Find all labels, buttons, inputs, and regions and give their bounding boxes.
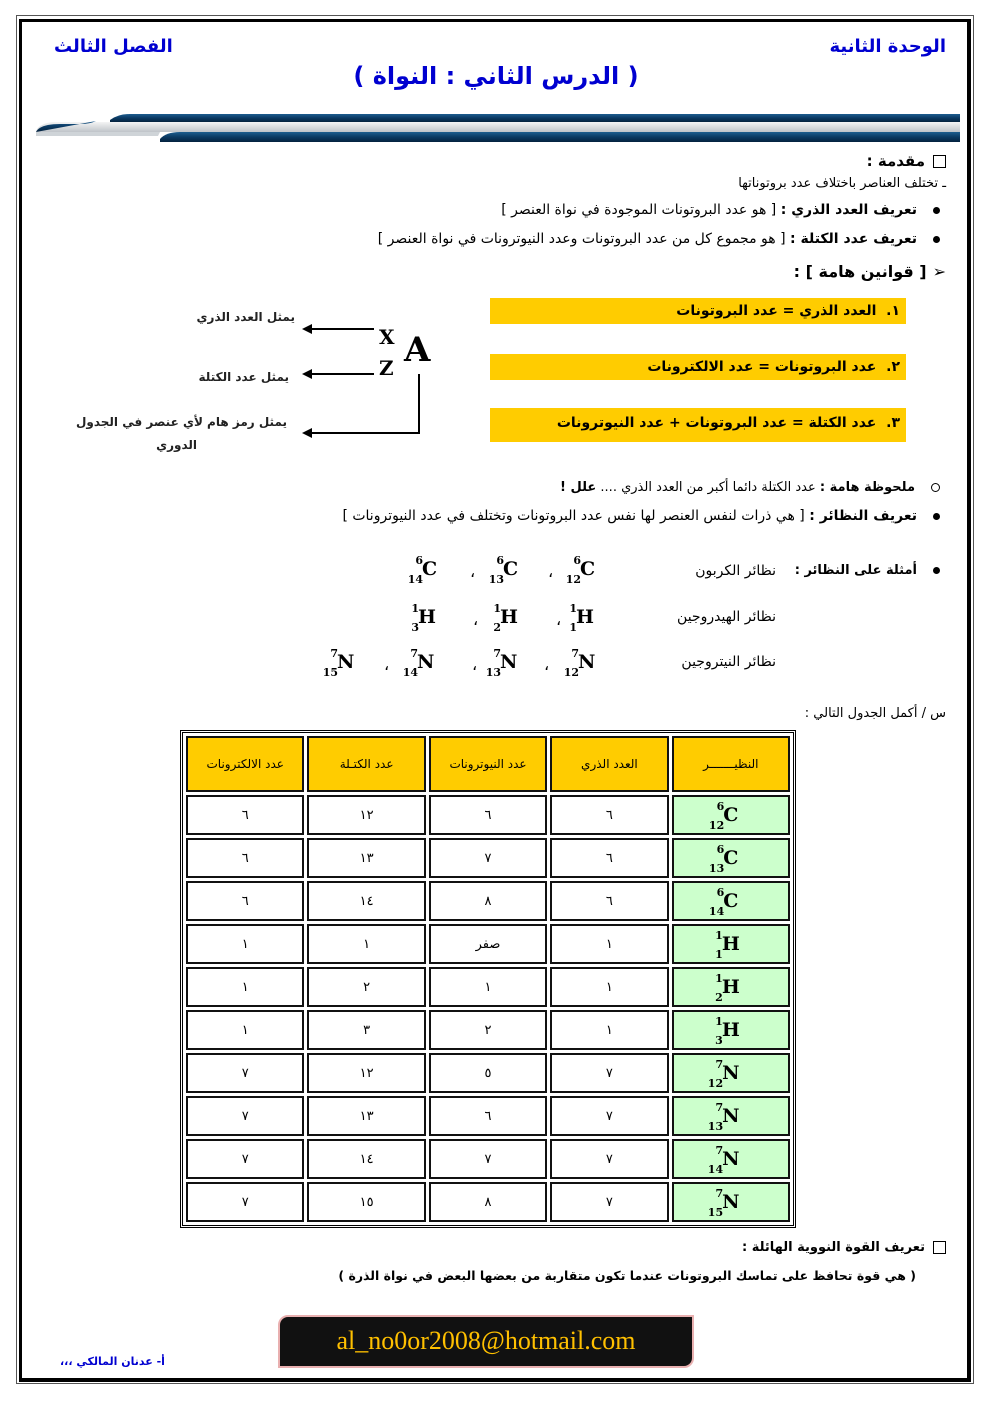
law-3: ٣. عدد الكتلة = عدد البروتونات + عدد النيوترونات [490, 408, 906, 442]
cell-isotope: 6 13 C [672, 838, 790, 878]
cell-isotope: 6 14 C [672, 881, 790, 921]
nuclear-force-definition: ( هي قوة تحافظ على تماسك البروتونات عندما تكون متقاربة من بعضها البعض في نواة الذرة ) [338, 1268, 916, 1283]
atomic-number-definition: تعريف العدد الذري : [ هو عدد البروتونات الموجودة في نواة العنصر ] [501, 202, 946, 218]
arrow-line [310, 328, 374, 330]
bullet-icon [933, 236, 940, 243]
table-row [186, 795, 790, 835]
isotope-h3: 1 3 H [411, 602, 436, 634]
isotope-n15: 7 15 N [322, 647, 355, 679]
header-neutrons: عدد النيوترونات [429, 736, 547, 792]
isotope-n14: 7 14 N [402, 647, 435, 679]
author-name: أ- عدنان المالكي ،،، [60, 1355, 165, 1368]
cell-electrons: ١ [186, 924, 304, 964]
cell-neutrons: ٨ [429, 1182, 547, 1222]
cell-isotope: 1 1 H [672, 924, 790, 964]
separator: ، [556, 610, 562, 629]
cell-atomic: ١ [550, 967, 668, 1007]
cell-mass: ١٤ [307, 881, 425, 921]
cell-mass: ٣ [307, 1010, 425, 1050]
cell-neutrons: ٧ [429, 838, 547, 878]
cell-electrons: ٧ [186, 1053, 304, 1093]
cell-atomic: ٧ [550, 1182, 668, 1222]
arrow-line [310, 373, 374, 375]
table-row [186, 967, 790, 1007]
isotope-h2: 1 2 H [493, 602, 518, 634]
header-banner-graphic [30, 112, 960, 144]
separator: ، [472, 655, 478, 674]
cell-isotope: 7 15 N [672, 1182, 790, 1222]
cell-atomic: ٦ [550, 881, 668, 921]
cell-mass: ١٢ [307, 795, 425, 835]
cell-mass: ١٣ [307, 838, 425, 878]
label-atomic-number: يمثل العدد الذري [196, 310, 295, 324]
mass-number-definition: تعريف عدد الكتلة : [ هو مجموع كل من عدد البروتونات وعدد النيوترونات في نواة العنصر ] [378, 231, 946, 247]
cell-neutrons: ٥ [429, 1053, 547, 1093]
table-row [186, 1010, 790, 1050]
cell-atomic: ٦ [550, 795, 668, 835]
arrow-left-icon [302, 428, 312, 438]
nuclear-force-heading: تعريف القوة النووية الهائلة : [742, 1240, 946, 1255]
cell-neutrons: صفر [429, 924, 547, 964]
law-2: ٢. عدد البروتونات = عدد الالكترونات [490, 354, 906, 380]
cell-neutrons: ٦ [429, 1096, 547, 1136]
bullet-icon [933, 513, 940, 520]
cell-mass: ١٢ [307, 1053, 425, 1093]
isotope-table [180, 730, 796, 1228]
arrow-line [310, 432, 420, 434]
cell-electrons: ١ [186, 1010, 304, 1050]
table-row [186, 1139, 790, 1179]
header-isotope: النظيـــــــر [672, 736, 790, 792]
label-element-symbol-cont: الدوري [156, 438, 197, 452]
important-note: ملحوظة هامة : عدد الكتلة دائما أكبر من العدد الذري .... علل ! [560, 480, 946, 495]
cell-neutrons: ٦ [429, 795, 547, 835]
cell-atomic: ٦ [550, 838, 668, 878]
cell-electrons: ٧ [186, 1139, 304, 1179]
hydrogen-isotopes-label: نظائر الهيدروجين [677, 609, 776, 625]
cell-isotope: 7 14 N [672, 1139, 790, 1179]
connector-line [418, 374, 420, 434]
intro-text: ـ تختلف العناصر باختلاف عدد بروتوناتها [738, 176, 946, 191]
email-contact: al_no0or2008@hotmail.com [278, 1315, 694, 1368]
cell-electrons: ٦ [186, 795, 304, 835]
separator: ، [548, 562, 554, 581]
examples-label: أمثلة على النظائر : [795, 563, 946, 578]
separator: ، [473, 610, 479, 629]
cell-electrons: ٧ [186, 1096, 304, 1136]
cell-neutrons: ٧ [429, 1139, 547, 1179]
chapter-title: الفصل الثالث [54, 36, 173, 57]
table-row [186, 1053, 790, 1093]
unit-title: الوحدة الثانية [829, 36, 946, 57]
cell-mass: ١٤ [307, 1139, 425, 1179]
arrow-left-icon [302, 369, 312, 379]
checkbox-icon [933, 155, 946, 168]
cell-isotope: 7 13 N [672, 1096, 790, 1136]
intro-heading: مقدمة : [867, 152, 946, 170]
diagram-upper-letter: X [379, 325, 395, 349]
lesson-title: ( الدرس الثاني : النواة ) [353, 62, 639, 90]
bullet-icon [933, 207, 940, 214]
table-question: س / أكمل الجدول التالي : [804, 706, 946, 721]
cell-mass: ١٥ [307, 1182, 425, 1222]
hollow-bullet-icon [931, 483, 940, 492]
table-header-row [186, 736, 790, 792]
cell-electrons: ٧ [186, 1182, 304, 1222]
cell-neutrons: ٢ [429, 1010, 547, 1050]
isotope-c13: 6 13 C [488, 554, 519, 586]
table-row [186, 924, 790, 964]
arrow-left-icon [302, 324, 312, 334]
header-mass-number: عدد الكتـلة [307, 736, 425, 792]
cell-mass: ١٣ [307, 1096, 425, 1136]
isotope-h1: 1 1 H [569, 602, 594, 634]
cell-isotope: 1 2 H [672, 967, 790, 1007]
cell-atomic: ٧ [550, 1053, 668, 1093]
separator: ، [544, 655, 550, 674]
header-electrons: عدد الالكترونات [186, 736, 304, 792]
checkbox-icon [933, 1241, 946, 1254]
cell-atomic: ١ [550, 1010, 668, 1050]
label-mass-number: يمثل عدد الكتلة [198, 370, 289, 384]
cell-electrons: ١ [186, 967, 304, 1007]
isotope-n13: 7 13 N [485, 647, 518, 679]
separator: ، [470, 562, 476, 581]
bullet-icon [933, 567, 940, 574]
cell-atomic: ١ [550, 924, 668, 964]
table-row [186, 881, 790, 921]
cell-mass: ٢ [307, 967, 425, 1007]
diagram-symbol: A [404, 330, 431, 370]
isotope-n12: 7 12 N [563, 647, 596, 679]
cell-neutrons: ١ [429, 967, 547, 1007]
table-row [186, 1096, 790, 1136]
cell-electrons: ٦ [186, 838, 304, 878]
cell-atomic: ٧ [550, 1139, 668, 1179]
cell-isotope: 1 3 H [672, 1010, 790, 1050]
diagram-lower-letter: Z [379, 356, 394, 380]
cell-mass: ١ [307, 924, 425, 964]
cell-isotope: 7 12 N [672, 1053, 790, 1093]
laws-heading: ➢[ قوانين هامة ] : [793, 262, 946, 281]
isotope-c14: 6 14 C [407, 554, 438, 586]
header-atomic-number: العدد الذري [550, 736, 668, 792]
isotope-c12: 6 12 C [565, 554, 596, 586]
label-element-symbol: يمثل رمز هام لأي عنصر في الجدول [75, 415, 287, 429]
isotope-definition: تعريف النظائر : [ هي ذرات لنفس العنصر لها نفس عدد البروتونات وتختلف في عدد النيوترونات ] [342, 508, 946, 524]
cell-isotope: 6 12 C [672, 795, 790, 835]
carbon-isotopes-label: نظائر الكربون [695, 563, 776, 579]
cell-neutrons: ٨ [429, 881, 547, 921]
table-row [186, 838, 790, 878]
separator: ، [384, 655, 390, 674]
arrowhead-bullet-icon: ➢ [932, 262, 946, 281]
cell-atomic: ٧ [550, 1096, 668, 1136]
nitrogen-isotopes-label: نظائر النيتروجين [681, 654, 776, 670]
law-1: ١. العدد الذري = عدد البروتونات [490, 298, 906, 324]
cell-electrons: ٦ [186, 881, 304, 921]
table-row [186, 1182, 790, 1222]
